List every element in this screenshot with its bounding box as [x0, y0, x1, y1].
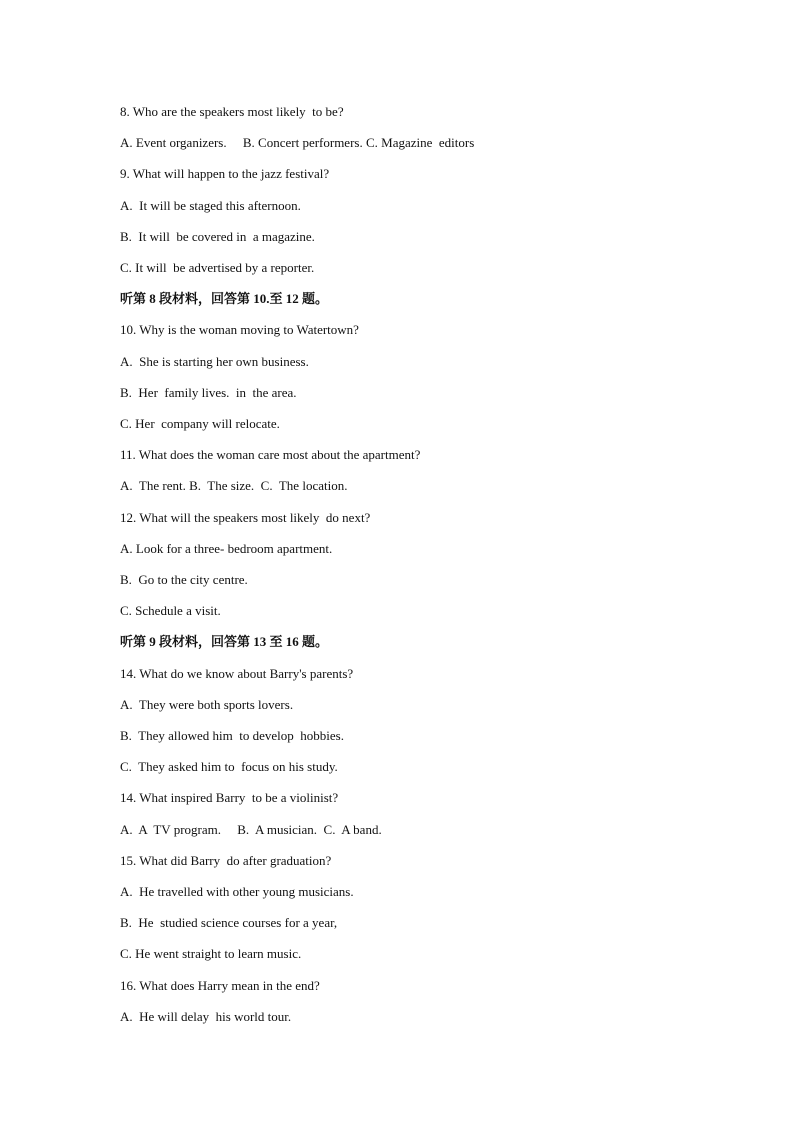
question-line: A. He travelled with other young musicians.	[120, 884, 354, 899]
question-line: A. A TV program. B. A musician. C. A band.	[120, 821, 382, 837]
question-line: B. Go to the city centre.	[120, 572, 248, 587]
question-line: 14. What do we know about Barry's parents?	[120, 665, 354, 681]
question-line: A. Event organizers. B. Concert performers. C. Magazine editors	[120, 135, 475, 151]
question-line: 11. What does the woman care most about the apartment?	[120, 447, 421, 463]
question-line: C. He went straight to learn music.	[120, 946, 302, 962]
question-line: 9. What will happen to the jazz festival?	[120, 166, 330, 182]
question-line: C. Schedule a visit.	[120, 603, 221, 619]
question-line: 10. Why is the woman moving to Watertown?	[120, 322, 359, 338]
question-line: A. She is starting her own business.	[120, 353, 309, 369]
question-line: A. He will delay his world tour.	[120, 1008, 292, 1024]
question-line: 15. What did Barry do after graduation?	[120, 852, 332, 868]
question-line: A. It will be staged this afternoon.	[120, 197, 301, 213]
question-line: C. They asked him to focus on his study.	[120, 759, 338, 775]
question-line: 8. Who are the speakers most likely to be?	[120, 104, 344, 119]
question-line: 14. What inspired Barry to be a violinist?	[120, 790, 339, 806]
question-line: C. Her company will relocate.	[120, 416, 280, 431]
question-line: 12. What will the speakers most likely do next?	[120, 509, 371, 525]
question-line: B. It will be covered in a magazine.	[120, 228, 315, 244]
section-heading: 听第 9 段材料，回答第 13 至 16 题。	[120, 634, 329, 650]
question-line: 16. What does Harry mean in the end?	[120, 977, 320, 993]
section-heading: 听第 8 段材料，回答第 10.至 12 题。	[120, 291, 329, 307]
question-line: B. He studied science courses for a year,	[120, 915, 338, 931]
question-line: B. They allowed him to develop hobbies.	[120, 728, 344, 743]
question-line: A. The rent. B. The size. C. The location.	[120, 478, 348, 494]
question-line: C. It will be advertised by a reporter.	[120, 260, 315, 275]
question-line: A. They were both sports lovers.	[120, 696, 294, 712]
question-line: B. Her family lives. in the area.	[120, 384, 297, 400]
question-line: A. Look for a three- bedroom apartment.	[120, 540, 333, 556]
